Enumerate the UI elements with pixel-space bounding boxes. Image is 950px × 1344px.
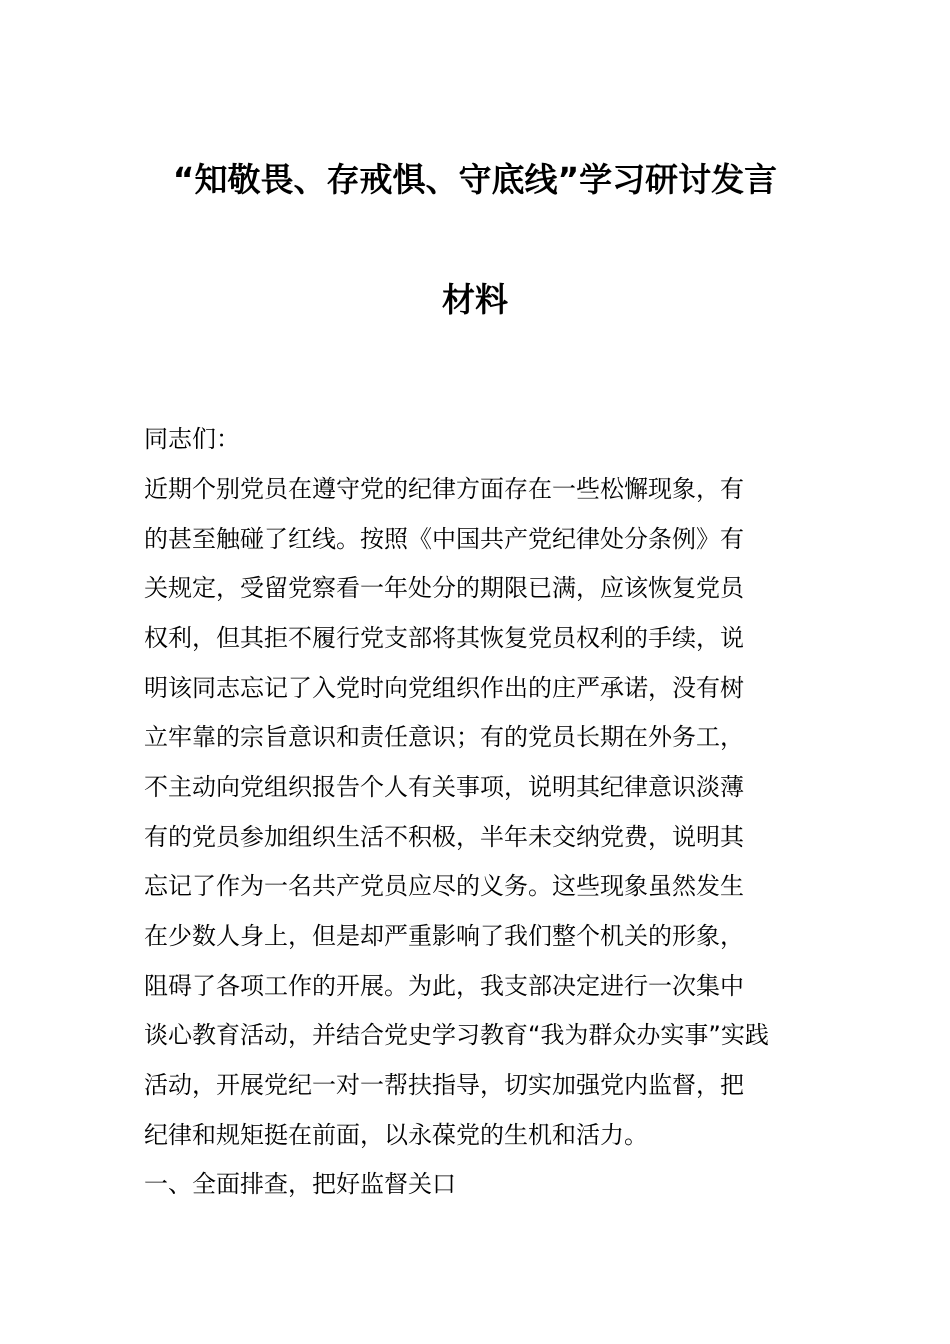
paragraph-line: 关规定，受留党察看一年处分的期限已满，应该恢复党员 [144, 574, 744, 602]
paragraph-line: 明该同志忘记了入党时向党组织作出的庄严承诺，没有树 [144, 674, 744, 702]
document-title-line-2: 材料 [442, 280, 508, 319]
paragraph-line: 不主动向党组织报告个人有关事项，说明其纪律意识淡薄 [144, 773, 744, 801]
paragraph-line: 立牢靠的宗旨意识和责任意识；有的党员长期在外务工， [144, 723, 744, 751]
paragraph-line: 纪律和规矩挺在前面，以永葆党的生机和活力。 [144, 1121, 648, 1149]
paragraph-line: 近期个别党员在遵守党的纪律方面存在一些松懈现象，有 [144, 475, 744, 503]
paragraph-line: 忘记了作为一名共产党员应尽的义务。这些现象虽然发生 [144, 872, 744, 900]
paragraph-line: 的甚至触碰了红线。按照《中国共产党纪律处分条例》有 [144, 525, 744, 553]
paragraph-line: 阻碍了各项工作的开展。为此，我支部决定进行一次集中 [144, 972, 744, 1000]
paragraph-line: 在少数人身上，但是却严重影响了我们整个机关的形象， [144, 922, 744, 950]
section-heading: 一、全面排查，把好监督关口 [144, 1170, 456, 1198]
salutation: 同志们： [144, 425, 240, 453]
paragraph-line: 权利，但其拒不履行党支部将其恢复党员权利的手续，说 [144, 624, 744, 652]
paragraph-line: 谈心教育活动，并结合党史学习教育“我为群众办实事”实践 [144, 1021, 769, 1049]
paragraph-line: 活动，开展党纪一对一帮扶指导，切实加强党内监督，把 [144, 1071, 744, 1099]
document-title-line-1: “知敬畏、存戒惧、守底线”学习研讨发言 [172, 160, 778, 199]
paragraph-line: 有的党员参加组织生活不积极，半年未交纳党费，说明其 [144, 823, 744, 851]
